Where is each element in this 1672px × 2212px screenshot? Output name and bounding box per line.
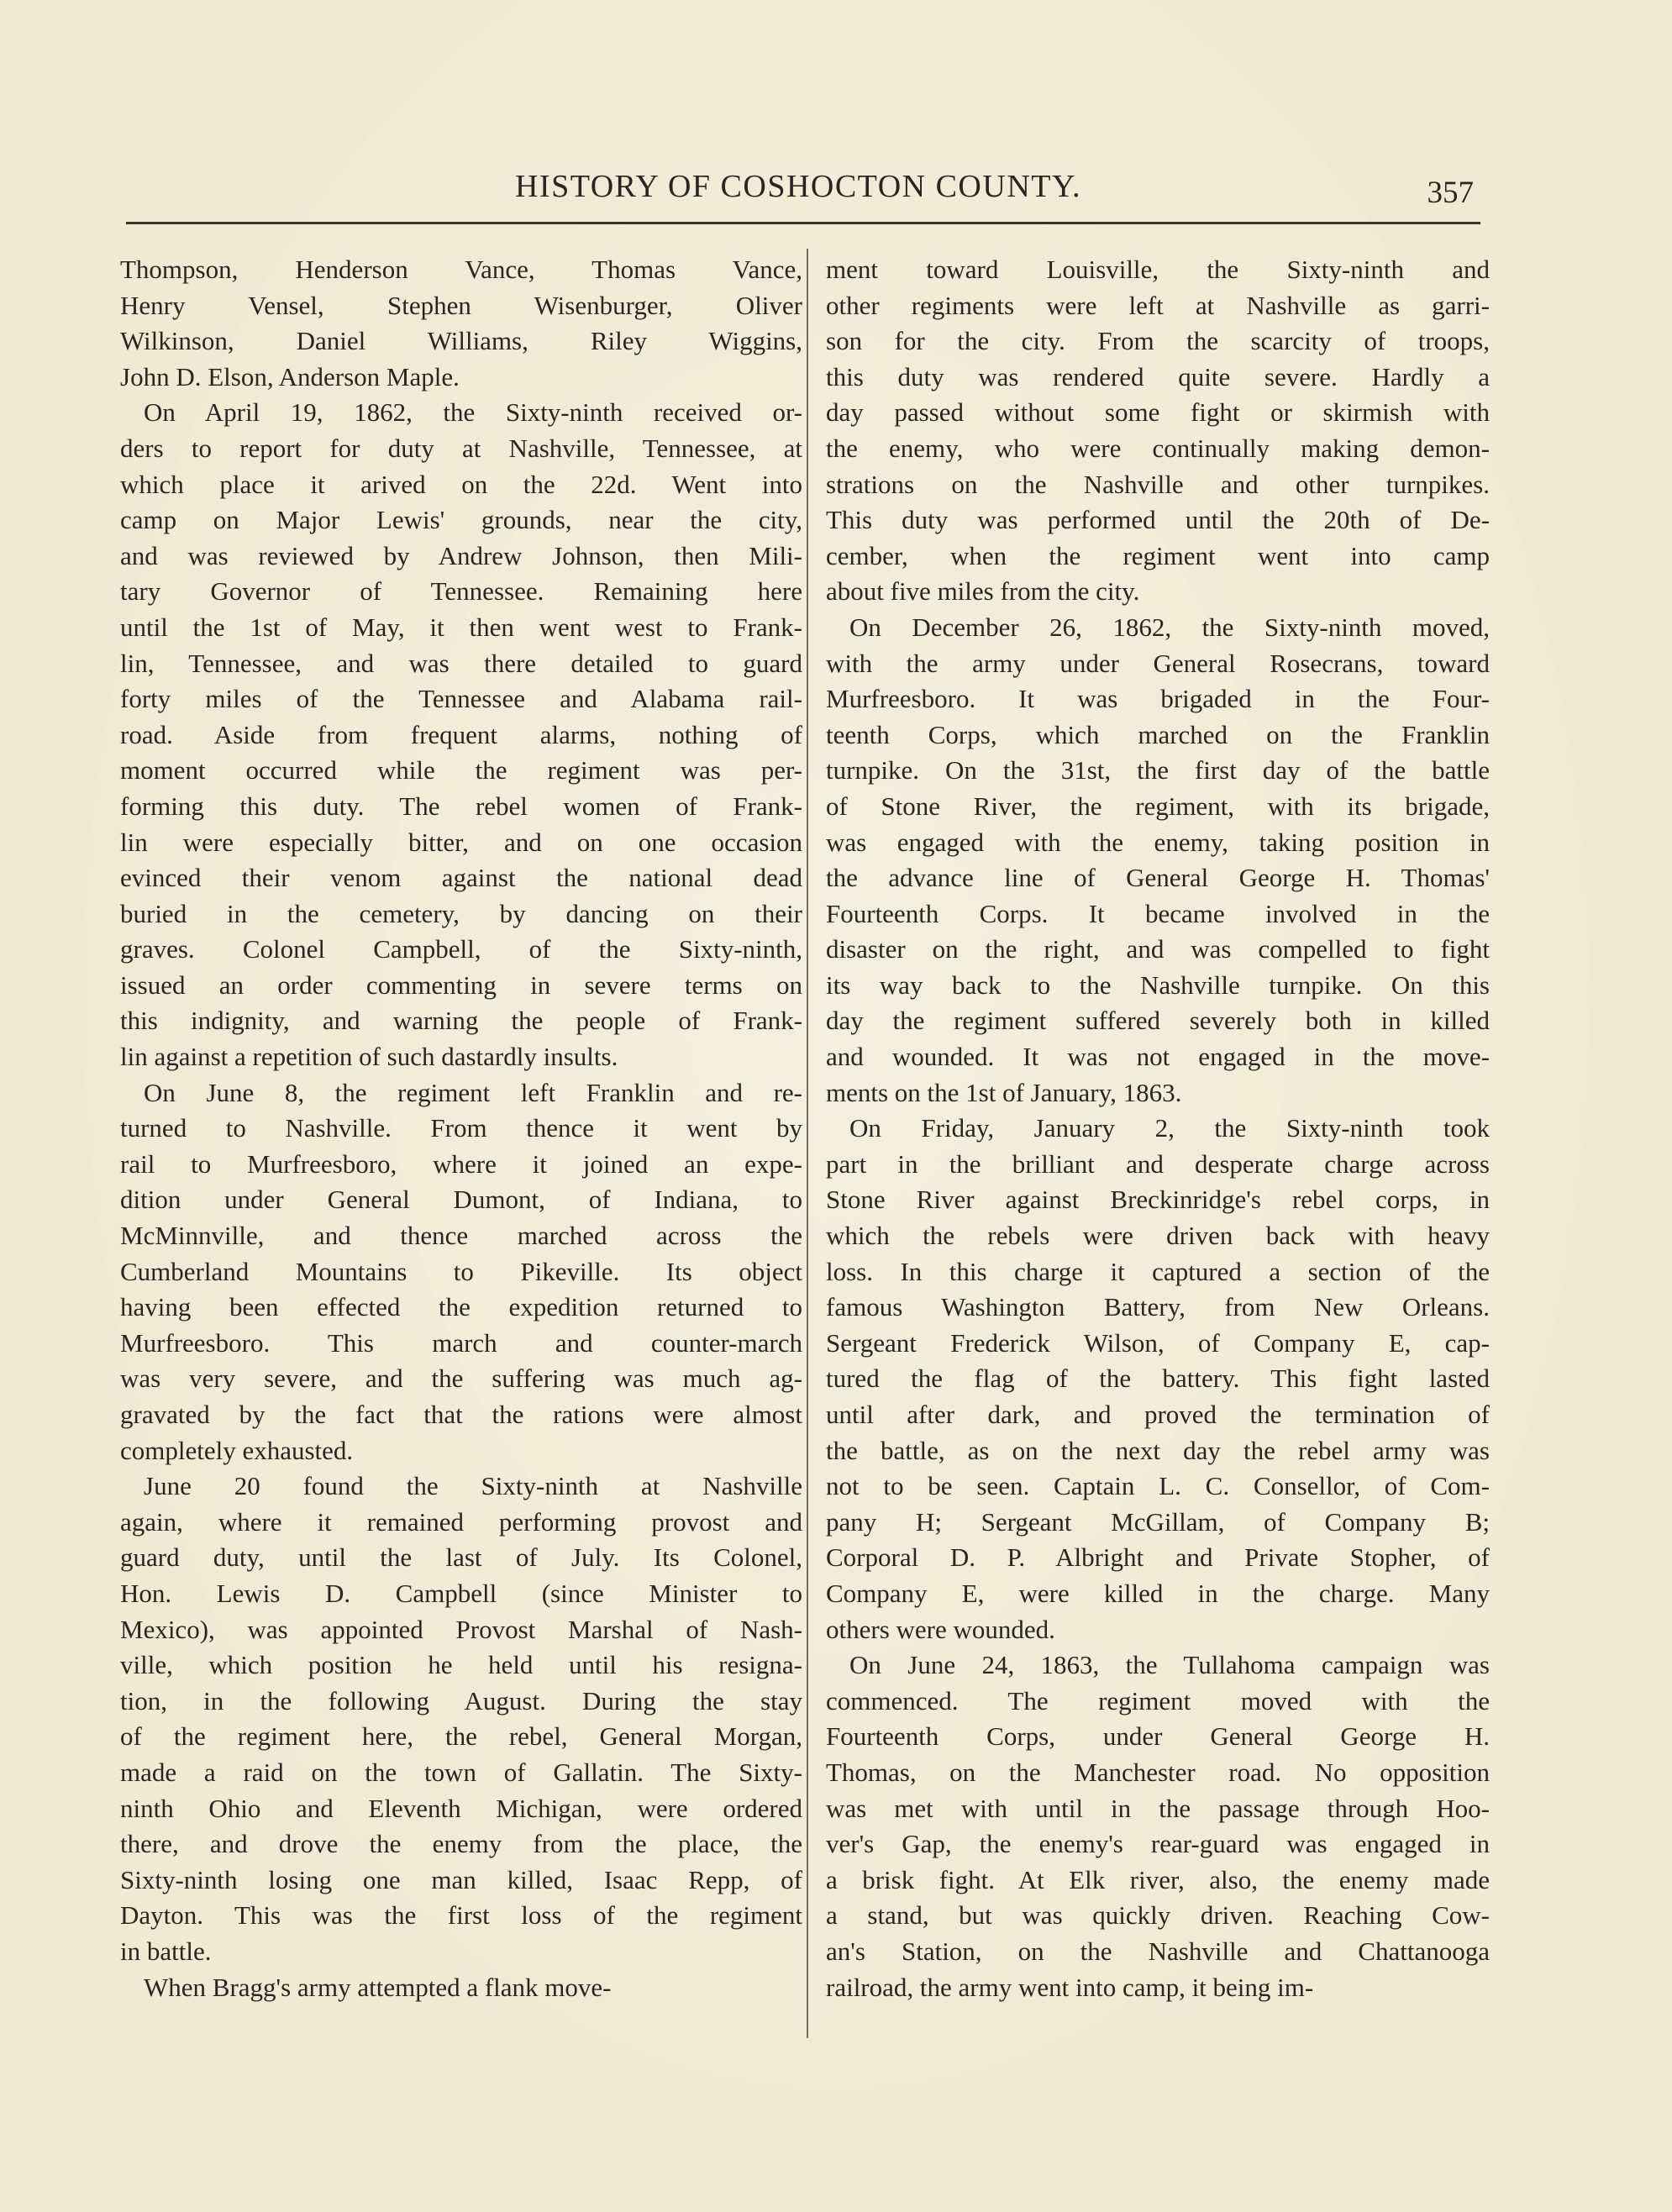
- text-line: ver's Gap, the enemy's rear-guard was engaged in: [826, 1829, 1490, 1859]
- text-line: On Friday, January 2, the Sixty-ninth took: [849, 1113, 1490, 1143]
- text-line: road. Aside from frequent alarms, nothing of: [120, 719, 802, 749]
- text-line: son for the city. From the scarcity of troops,: [826, 326, 1490, 356]
- text-line: On June 8, the regiment left Franklin and re-: [144, 1077, 802, 1107]
- text-line: ville, which position he held until his resigna-: [120, 1650, 802, 1680]
- text-line: there, and drove the enemy from the place, the: [120, 1829, 802, 1859]
- text-line: famous Washington Battery, from New Orleans.: [826, 1292, 1490, 1322]
- text-line: June 20 found the Sixty-ninth at Nashville: [144, 1471, 802, 1501]
- text-line: McMinnville, and thence marched across the: [120, 1221, 802, 1251]
- text-line: Cumberland Mountains to Pikeville. Its object: [120, 1256, 802, 1286]
- text-line: not to be seen. Captain L. C. Consellor, of Com-: [826, 1471, 1490, 1501]
- text-line: evinced their venom against the national dead: [120, 863, 802, 893]
- text-line: forming this duty. The rebel women of Frank-: [120, 791, 802, 821]
- text-line: this indignity, and warning the people of Frank-: [120, 1006, 802, 1036]
- text-line: pany H; Sergeant McGillam, of Company B;: [826, 1506, 1490, 1537]
- text-line: graves. Colonel Campbell, of the Sixty-ninth,: [120, 934, 802, 964]
- text-line: strations on the Nashville and other turnpikes.: [826, 469, 1490, 499]
- text-line: commenced. The regiment moved with the: [826, 1685, 1490, 1715]
- text-line: the battle, as on the next day the rebel army was: [826, 1435, 1490, 1465]
- text-line: completely exhausted.: [120, 1435, 354, 1465]
- paragraph: [120, 1075, 802, 1469]
- text-line: Sixty-ninth losing one man killed, Isaac Repp, of: [120, 1864, 802, 1894]
- text-line: turnpike. On the 31st, the first day of the battle: [826, 755, 1490, 785]
- text-line: cember, when the regiment went into camp: [826, 540, 1490, 570]
- paragraph: [826, 252, 1490, 610]
- running-head: [126, 166, 1474, 217]
- text-line: its way back to the Nashville turnpike. On this: [826, 969, 1490, 1000]
- text-line: Henry Vensel, Stephen Wisenburger, Oliver: [120, 290, 802, 320]
- text-line: buried in the cemetery, by dancing on their: [120, 898, 802, 928]
- text-line: John D. Elson, Anderson Maple.: [120, 361, 460, 391]
- text-line: of the regiment here, the rebel, General Morgan,: [120, 1721, 802, 1752]
- text-line: ninth Ohio and Eleventh Michigan, were ordered: [120, 1793, 802, 1823]
- text-line: until after dark, and proved the termination of: [826, 1400, 1490, 1429]
- text-line: was met with until in the passage through Hoo-: [826, 1793, 1490, 1823]
- text-line: this duty was rendered quite severe. Hardly a: [826, 361, 1490, 391]
- text-line: On April 19, 1862, the Sixty-ninth received or-: [144, 397, 802, 428]
- text-line: the advance line of General George H. Thomas': [826, 863, 1490, 893]
- text-line: On December 26, 1862, the Sixty-ninth moved,: [849, 612, 1490, 642]
- page-number: 357: [1427, 176, 1474, 210]
- text-line: which place it arived on the 22d. Went into: [120, 469, 802, 499]
- text-line: tion, in the following August. During the stay: [120, 1685, 802, 1715]
- paragraph: [826, 1647, 1490, 2005]
- text-line: Wilkinson, Daniel Williams, Riley Wiggins,: [120, 326, 802, 356]
- header-rule: [126, 222, 1480, 224]
- text-line: ders to report for duty at Nashville, Tennessee, at: [120, 433, 802, 463]
- text-line: Fourteenth Corps. It became involved in the: [826, 898, 1490, 928]
- text-line: gravated by the fact that the rations were almost: [120, 1400, 802, 1429]
- text-line: of Stone River, the regiment, with its brigade,: [826, 791, 1490, 821]
- text-line: lin, Tennessee, and was there detailed to guard: [120, 648, 802, 678]
- paragraph: [120, 252, 802, 395]
- paragraph: [826, 610, 1490, 1111]
- text-line: camp on Major Lewis' grounds, near the city,: [120, 505, 802, 535]
- text-line: loss. In this charge it captured a section of the: [826, 1256, 1490, 1286]
- text-line: Sergeant Frederick Wilson, of Company E, cap-: [826, 1327, 1490, 1358]
- text-line: which the rebels were driven back with heavy: [826, 1221, 1490, 1251]
- text-line: was very severe, and the suffering was much ag-: [120, 1363, 802, 1394]
- text-line: other regiments were left at Nashville as garri-: [826, 290, 1490, 320]
- running-title: HISTORY OF COSHOCTON COUNTY.: [514, 169, 1082, 204]
- text-line: a brisk fight. At Elk river, also, the enemy made: [826, 1864, 1490, 1894]
- text-line: and was reviewed by Andrew Johnson, then Mili-: [120, 540, 802, 570]
- paragraph: [120, 1469, 802, 1969]
- text-line: Thompson, Henderson Vance, Thomas Vance,: [120, 255, 802, 284]
- text-line: rail to Murfreesboro, where it joined an expe-: [120, 1148, 802, 1179]
- text-line: Mexico), was appointed Provost Marshal of Nash-: [120, 1614, 802, 1644]
- text-line: Murfreesboro. This march and counter-march: [120, 1327, 802, 1358]
- text-line: an's Station, on the Nashville and Chattanooga: [826, 1936, 1490, 1966]
- text-line: guard duty, until the last of July. Its Colonel,: [120, 1542, 802, 1573]
- text-line: day passed without some fight or skirmish with: [826, 397, 1490, 428]
- text-line: ment toward Louisville, the Sixty-ninth and: [826, 255, 1490, 284]
- text-line: part in the brilliant and desperate charge across: [826, 1148, 1490, 1179]
- text-line: railroad, the army went into camp, it being im-: [826, 1972, 1314, 2002]
- text-line: until the 1st of May, it then went west to Frank-: [120, 612, 802, 642]
- text-line: again, where it remained performing provost and: [120, 1506, 802, 1537]
- paragraph: [826, 1111, 1490, 1647]
- column-divider: [807, 249, 808, 2038]
- paragraph: [120, 395, 802, 1074]
- text-line: lin were especially bitter, and on one occasion: [120, 827, 802, 857]
- text-line: with the army under General Rosecrans, toward: [826, 648, 1490, 678]
- text-line: teenth Corps, which marched on the Franklin: [826, 719, 1490, 749]
- text-line: day the regiment suffered severely both in killed: [826, 1006, 1490, 1036]
- text-line: Fourteenth Corps, under General George H.: [826, 1721, 1490, 1752]
- text-line: turned to Nashville. From thence it went by: [120, 1113, 802, 1143]
- text-line: Thomas, on the Manchester road. No opposition: [826, 1757, 1490, 1787]
- text-line: a stand, but was quickly driven. Reaching Cow-: [826, 1900, 1490, 1931]
- right-column: [826, 252, 1490, 2005]
- text-line: in battle.: [120, 1936, 212, 1966]
- text-line: about five miles from the city.: [826, 576, 1140, 607]
- text-line: This duty was performed until the 20th of De-: [826, 505, 1490, 535]
- text-line: On June 24, 1863, the Tullahoma campaign was: [849, 1650, 1490, 1680]
- left-column: [120, 252, 802, 2005]
- text-line: and wounded. It was not engaged in the move-: [826, 1042, 1490, 1072]
- text-line: Company E, were killed in the charge. Many: [826, 1578, 1490, 1608]
- text-line: ments on the 1st of January, 1863.: [826, 1077, 1182, 1107]
- text-line: dition under General Dumont, of Indiana, to: [120, 1185, 802, 1215]
- text-line: was engaged with the enemy, taking position in: [826, 827, 1490, 857]
- text-line: issued an order commenting in severe terms on: [120, 969, 802, 1000]
- text-line: tured the flag of the battery. This fight lasted: [826, 1363, 1490, 1394]
- text-line: Stone River against Breckinridge's rebel corps, in: [826, 1185, 1490, 1215]
- paragraph: [120, 1970, 802, 2006]
- text-line: moment occurred while the regiment was per-: [120, 755, 802, 785]
- text-line: lin against a repetition of such dastardly insults.: [120, 1042, 618, 1072]
- text-line: having been effected the expedition returned to: [120, 1292, 802, 1322]
- text-line: forty miles of the Tennessee and Alabama rail-: [120, 684, 802, 714]
- text-line: tary Governor of Tennessee. Remaining here: [120, 576, 802, 607]
- text-line: Murfreesboro. It was brigaded in the Four-: [826, 684, 1490, 714]
- text-line: Dayton. This was the first loss of the regiment: [120, 1900, 802, 1931]
- text-line: others were wounded.: [826, 1614, 1055, 1644]
- text-line: When Bragg's army attempted a flank move-: [144, 1972, 612, 2002]
- text-line: Corporal D. P. Albright and Private Stopher, of: [826, 1542, 1490, 1573]
- text-line: Hon. Lewis D. Campbell (since Minister to: [120, 1578, 802, 1608]
- text-line: the enemy, who were continually making demon-: [826, 433, 1490, 463]
- text-line: made a raid on the town of Gallatin. The Sixty-: [120, 1757, 802, 1787]
- text-line: disaster on the right, and was compelled to fight: [826, 934, 1490, 964]
